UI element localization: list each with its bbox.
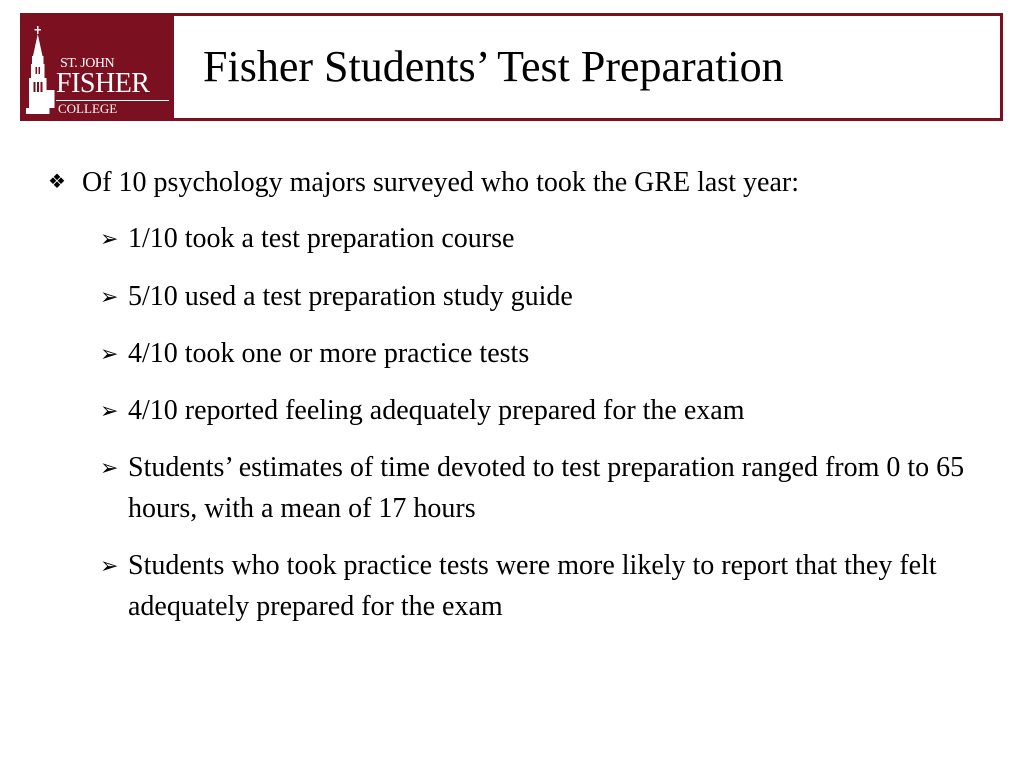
intro-bullet	[48, 164, 799, 201]
list-item	[100, 447, 1000, 529]
arrow-bullet-icon: ➢	[100, 553, 119, 578]
list-item	[100, 333, 1000, 374]
list-item	[100, 276, 1000, 317]
arrow-bullet-icon: ➢	[100, 455, 119, 480]
list-item-text: Students’ estimates of time devoted to test preparation ranged from 0 to 65 hours, with a mean of 17 hours	[128, 452, 965, 524]
logo-line-stjohn: ST. JOHN	[60, 56, 115, 71]
list-item	[100, 390, 1000, 431]
logo-line-fisher: FISHER	[56, 68, 150, 99]
list-item-text: 4/10 reported feeling adequately prepared for the exam	[128, 395, 745, 426]
arrow-bullet-icon: ➢	[100, 284, 119, 309]
list-item-text: 4/10 took one or more practice tests	[128, 338, 530, 369]
list-item-text: 1/10 took a test preparation course	[128, 223, 515, 254]
arrow-bullet-icon: ➢	[100, 398, 119, 423]
list-item	[100, 545, 1000, 627]
slide-title: Fisher Students’ Test Preparation	[203, 42, 784, 91]
intro-text: Of 10 psychology majors surveyed who took the GRE last year:	[82, 167, 799, 198]
logo-line-college: COLLEGE	[58, 101, 118, 116]
list-item-text: Students who took practice tests were more likely to report that they felt adequately prepared for the exam	[128, 550, 937, 622]
arrow-bullet-icon: ➢	[100, 341, 119, 366]
list-item	[100, 218, 1000, 259]
four-diamond-bullet-icon: ❖	[48, 171, 66, 193]
arrow-bullet-icon: ➢	[100, 226, 119, 251]
list-item-text: 5/10 used a test preparation study guide	[128, 281, 573, 312]
